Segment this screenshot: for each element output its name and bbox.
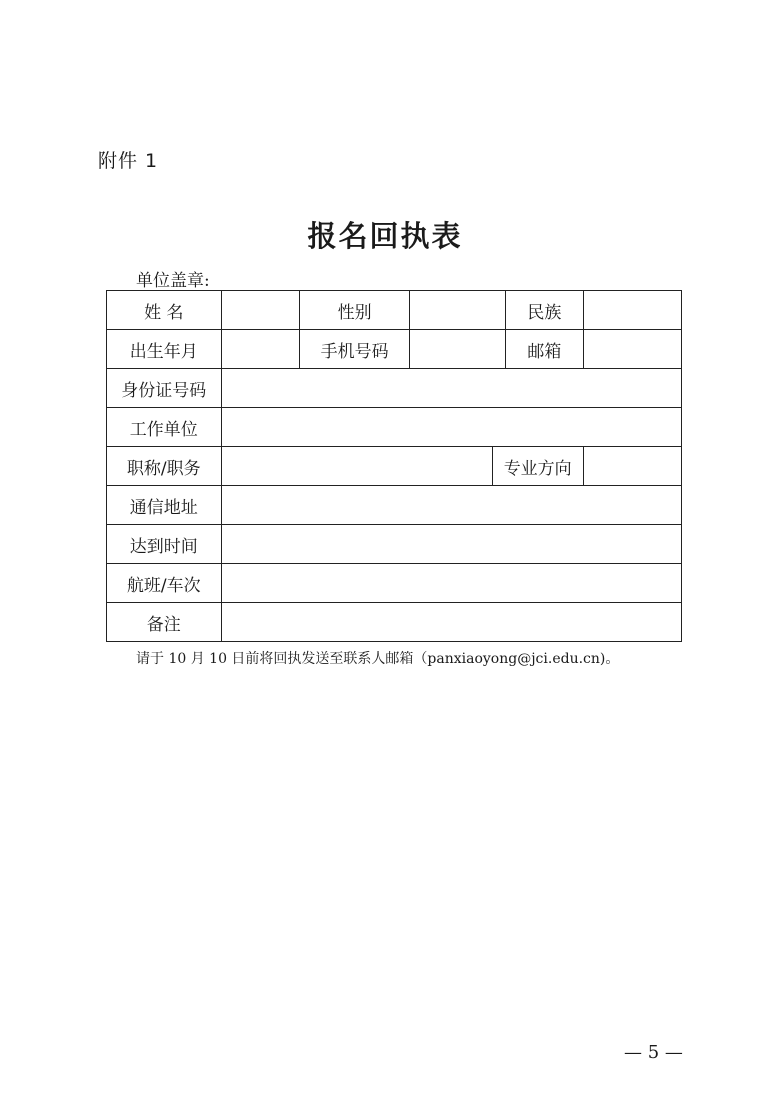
name-field[interactable] [221,291,300,330]
table-row [107,486,682,525]
arrival-time-label: 达到时间 [107,525,222,564]
table-row [107,564,682,603]
name-label: 姓 名 [107,291,222,330]
page-number: — 5 — [624,1042,683,1063]
flight-train-label: 航班/车次 [107,564,222,603]
workplace-label: 工作单位 [107,408,222,447]
ethnicity-field[interactable] [583,291,681,330]
phone-field[interactable] [409,330,505,369]
address-field[interactable] [221,486,681,525]
email-field[interactable] [583,330,681,369]
email-label: 邮箱 [505,330,583,369]
gender-field[interactable] [409,291,505,330]
table-row [107,408,682,447]
table-row [107,291,682,330]
table-row [107,525,682,564]
phone-label: 手机号码 [300,330,409,369]
title-post-label: 职称/职务 [107,447,222,486]
specialty-field[interactable] [583,447,681,486]
registration-form-table [106,290,682,642]
workplace-field[interactable] [221,408,681,447]
address-label: 通信地址 [107,486,222,525]
id-number-label: 身份证号码 [107,369,222,408]
table-row [107,330,682,369]
arrival-time-field[interactable] [221,525,681,564]
specialty-label: 专业方向 [492,447,583,486]
remarks-label: 备注 [107,603,222,642]
title-post-field[interactable] [221,447,492,486]
flight-train-field[interactable] [221,564,681,603]
id-number-field[interactable] [221,369,681,408]
ethnicity-label: 民族 [505,291,583,330]
gender-label: 性别 [300,291,409,330]
table-row [107,603,682,642]
birth-field[interactable] [221,330,300,369]
attachment-label: 附件 1 [98,150,159,172]
form-title: 报名回执表 [307,219,463,253]
table-row [107,447,682,486]
seal-label: 单位盖章: [136,271,210,291]
submission-note: 请于 10 月 10 日前将回执发送至联系人邮箱（panxiaoyong@jci.edu.cn)。 [136,651,620,667]
birth-label: 出生年月 [107,330,222,369]
table-row [107,369,682,408]
remarks-field[interactable] [221,603,681,642]
